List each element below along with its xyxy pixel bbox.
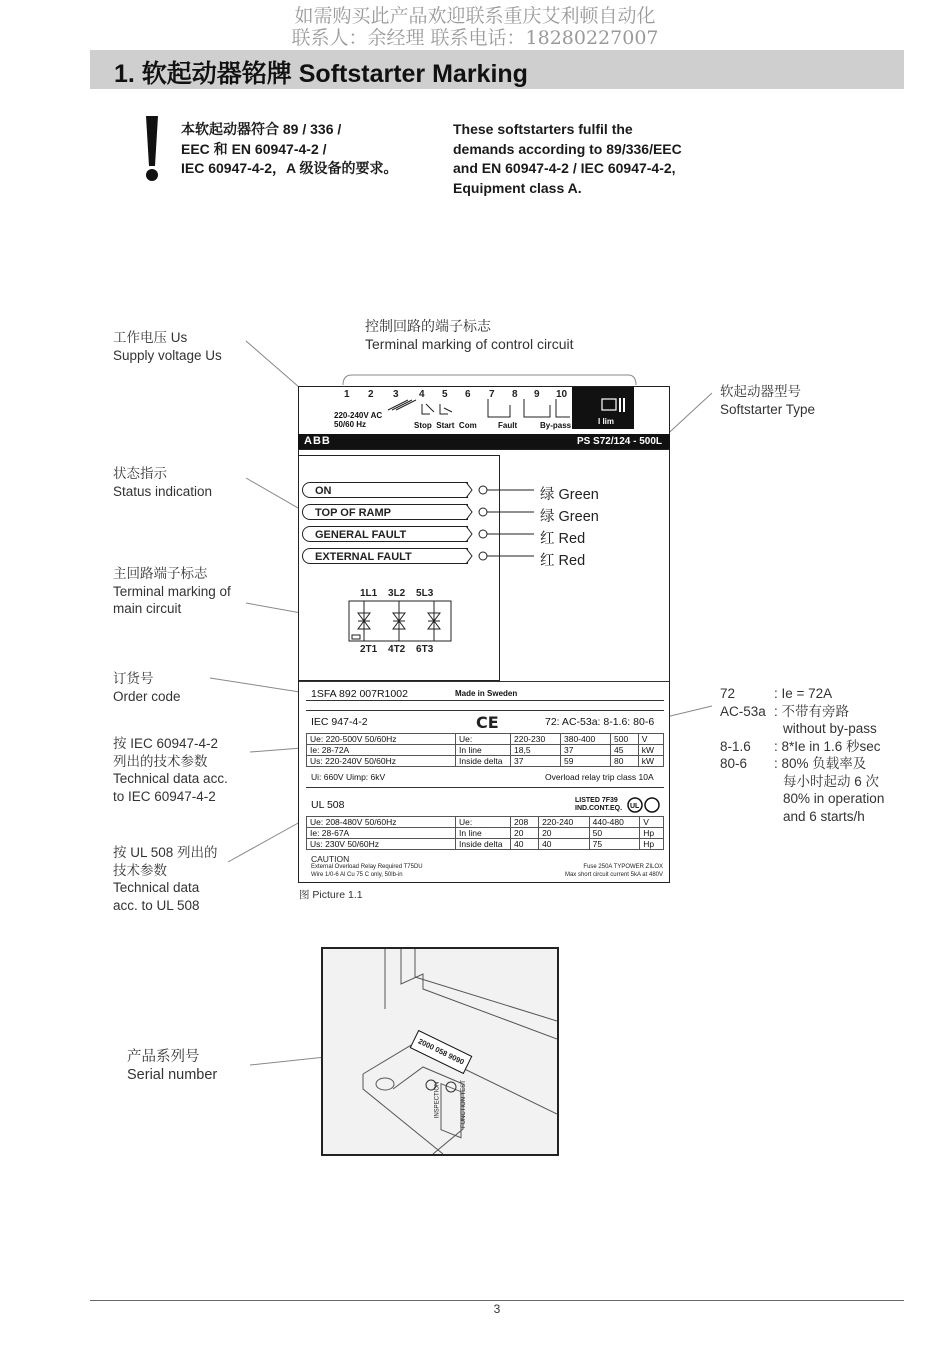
iec-code: 72: AC-53a: 8-1.6: 80-6 — [545, 716, 655, 728]
relay-contacts-icon — [480, 395, 572, 419]
bypass-label: By-pass — [540, 421, 572, 430]
legend-row — [720, 808, 884, 826]
iec-table — [306, 733, 664, 767]
legend-key — [720, 773, 774, 791]
abb-logo: ABB — [304, 435, 331, 447]
function-test-tag: FUNCTION TEST — [460, 1080, 467, 1128]
control-contacts-icon — [386, 398, 466, 420]
table-row: Ie: 28-67A In line 20 20 50 Hp — [307, 828, 664, 839]
terminal-number: 10 — [556, 389, 568, 400]
terminal-number: 3 — [393, 389, 399, 400]
ui-line: Ui: 660V Uimp: 6kV — [311, 772, 386, 782]
page-number: 3 — [493, 1302, 501, 1316]
led-arrows — [466, 481, 536, 567]
fault-label: Fault — [498, 421, 518, 430]
legend-row — [720, 790, 884, 808]
legend-row — [720, 720, 884, 738]
control-circuit-label: 控制回路的端子标志 Terminal marking of control circuit — [365, 318, 574, 352]
legend-value: : 8*Ie in 1.6 秒sec — [774, 738, 881, 754]
table-row: Us: 230V 50/60Hz Inside delta 40 40 75 Hp — [307, 839, 664, 850]
led-colors: 绿 Green 绿 Green 红 Red 红 Red — [540, 487, 599, 569]
ul-listing: LISTED 7F39 IND.CONT.EQ. — [575, 797, 623, 812]
serial-number-label: 产品系列号 Serial number — [127, 1049, 218, 1083]
ul-logo-icon — [627, 797, 661, 813]
iec-data-label: 按 IEC 60947-4-2 列出的技术参数 Technical data acc. to IEC 60947-4-2 — [113, 736, 228, 804]
legend-value: and 6 starts/h — [783, 808, 865, 824]
main-terminals-top: 1L1 3L2 5L3 — [360, 588, 434, 599]
notice-en: These softstarters fulfil the demands according to 89/336/EEC and EN 60947-4-2 / IEC 60947-4-2, Equipment class A. — [453, 121, 682, 196]
legend-key — [720, 808, 774, 826]
table-row: Us: 220-240V 50/60Hz Inside delta 37 59 80 kW — [307, 756, 664, 767]
legend-key: AC-53a — [720, 703, 766, 719]
legend-row — [720, 773, 884, 791]
notice-zh: 本软起动器符合 89 / 336 / EEC 和 EN 60947-4-2 / IEC 60947-4-2，A 级设备的要求。 — [181, 121, 398, 176]
legend-value: : 不带有旁路 — [774, 703, 850, 719]
main-terminals-bottom: 2T1 4T2 6T3 — [360, 644, 434, 655]
section-title: 1. 软起动器铭牌 Softstarter Marking — [114, 60, 528, 88]
ul-title: UL 508 — [311, 799, 345, 811]
led-top-of-ramp: TOP OF RAMP — [302, 504, 468, 520]
legend-key: 72 — [720, 686, 736, 701]
serial-number-photo — [321, 947, 559, 1156]
terminal-number: 4 — [419, 389, 425, 400]
thyristor-icon — [347, 599, 453, 645]
terminal-number: 9 — [534, 389, 540, 400]
legend-row — [720, 703, 884, 721]
legend-key: 8-1.6 — [720, 738, 751, 754]
brand-bar — [298, 434, 670, 449]
ul-table — [306, 816, 664, 850]
legend-value: : Ie = 72A — [774, 686, 833, 701]
softstarter-type: PS S72/124 - 500L — [576, 436, 662, 447]
figure-caption: 图 Picture 1.1 — [299, 889, 363, 901]
terminal-number: 1 — [344, 389, 350, 400]
made-in: Made in Sweden — [455, 689, 518, 698]
watermark-line-2: 联系人：余经理 联系电话：18280227007 — [291, 27, 659, 49]
table-row: Ie: 28-72A In line 18,5 37 45 kW — [307, 745, 664, 756]
legend-row — [720, 755, 884, 773]
terminal-number: 7 — [489, 389, 495, 400]
ilim-label: I lim — [598, 417, 615, 426]
order-code: 1SFA 892 007R1002 — [311, 688, 408, 700]
supply-rating: 220-240V AC 50/60 Hz — [334, 411, 383, 429]
order-code-label: 订货号 Order code — [113, 671, 181, 704]
legend-value: 每小时起动 6 次 — [783, 773, 880, 789]
potentiometer-icon — [600, 396, 630, 414]
ul-data-label: 按 UL 508 列出的 技术参数 Technical data acc. to UL 508 — [113, 845, 218, 913]
caution-text: CAUTION External Overload Relay Required T75DU Wire 1/0-6 Al Cu 75 C only, 50lb-in — [311, 854, 423, 878]
main-circuit-label: 主回路端子标志 Terminal marking of main circuit — [113, 566, 231, 616]
legend-value: 80% in operation — [783, 791, 885, 806]
legend-key: 80-6 — [720, 756, 748, 771]
supply-voltage-label: 工作电压 Us Supply voltage Us — [113, 330, 222, 363]
type-code-legend — [720, 685, 884, 825]
watermark-line-1: 如需购买此产品欢迎联系重庆艾利顿自动化 — [294, 5, 656, 27]
legend-row — [720, 738, 884, 756]
svg-text:UL: UL — [630, 803, 640, 810]
led-on: ON — [302, 482, 468, 498]
legend-value: without by-pass — [783, 721, 877, 736]
terminal-number: 5 — [442, 389, 448, 400]
iec-title: IEC 947-4-2 — [311, 716, 368, 728]
fuse-text: Fuse 250A TYPOWER ZILOX Max short circuit current 5kA at 480V — [564, 864, 663, 878]
table-row: Ue: 220-500V 50/60Hz Ue: 220-230 380-400 500 V — [307, 734, 664, 745]
table-row: Ue: 208-480V 50/60Hz Ue: 208 220-240 440-480 V — [307, 817, 664, 828]
legend-key — [720, 720, 774, 738]
terminal-number: 6 — [465, 389, 471, 400]
softstarter-type-label: 软起动器型号 Softstarter Type — [720, 384, 816, 417]
terminal-number: 8 — [512, 389, 518, 400]
overload-class: Overload relay trip class 10A — [545, 772, 654, 782]
legend-key — [720, 790, 774, 808]
ce-mark: CE — [476, 713, 499, 732]
led-general-fault: GENERAL FAULT — [302, 526, 468, 542]
footer-rule — [90, 1300, 904, 1301]
legend-value: : 80% 负载率及 — [774, 756, 867, 771]
legend-row — [720, 685, 884, 703]
control-input-labels: Stop Start Com — [414, 421, 477, 430]
inspection-tag: INSPECTION — [434, 1081, 441, 1119]
led-external-fault: EXTERNAL FAULT — [302, 548, 468, 564]
serial-number-tag: 2000 058 9090 — [410, 1030, 473, 1074]
status-indication-label: 状态指示 Status indication — [113, 466, 213, 499]
terminal-number: 2 — [368, 389, 374, 400]
